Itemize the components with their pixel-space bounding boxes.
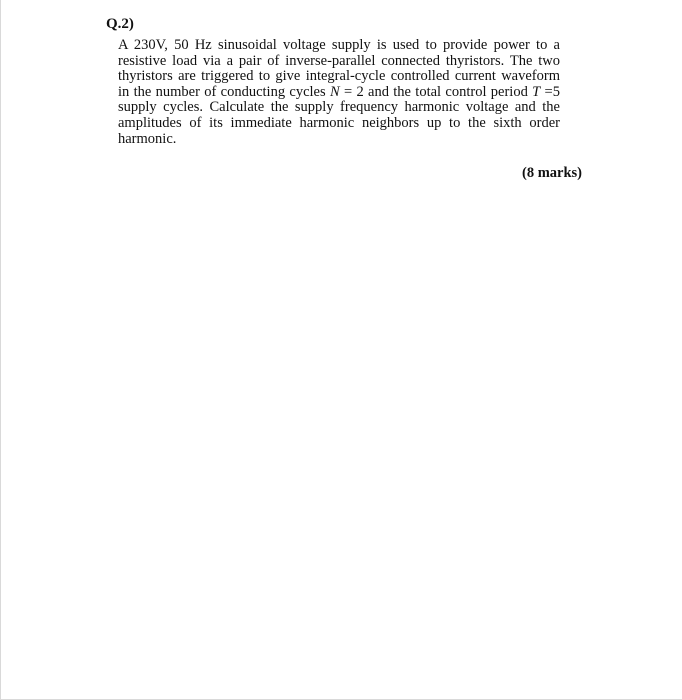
equation-t-value: =5 [540, 83, 560, 100]
question-text-part1: A 230V, 50 Hz sinusoidal voltage supply is used to provide power to a resistive load via a pair of inverse-parallel connected thyristors. The two thyristors are triggered to give integral-cycle controlled current waveform in the number of conducting cycles [118, 37, 560, 100]
page-left-border [0, 0, 1, 700]
equation-n-value: = 2 and the total control period [339, 83, 533, 100]
variable-t: T [532, 83, 541, 100]
marks-label: (8 marks) [522, 165, 583, 181]
question-text-part2: supply cycles. Calculate the supply frequency harmonic voltage and the amplitudes of its immediate harmonic neighbors up to the sixth order harmonic. [118, 99, 560, 147]
variable-n: N [329, 83, 340, 100]
question-body [118, 38, 560, 147]
question-number: Q.2) [106, 16, 134, 32]
